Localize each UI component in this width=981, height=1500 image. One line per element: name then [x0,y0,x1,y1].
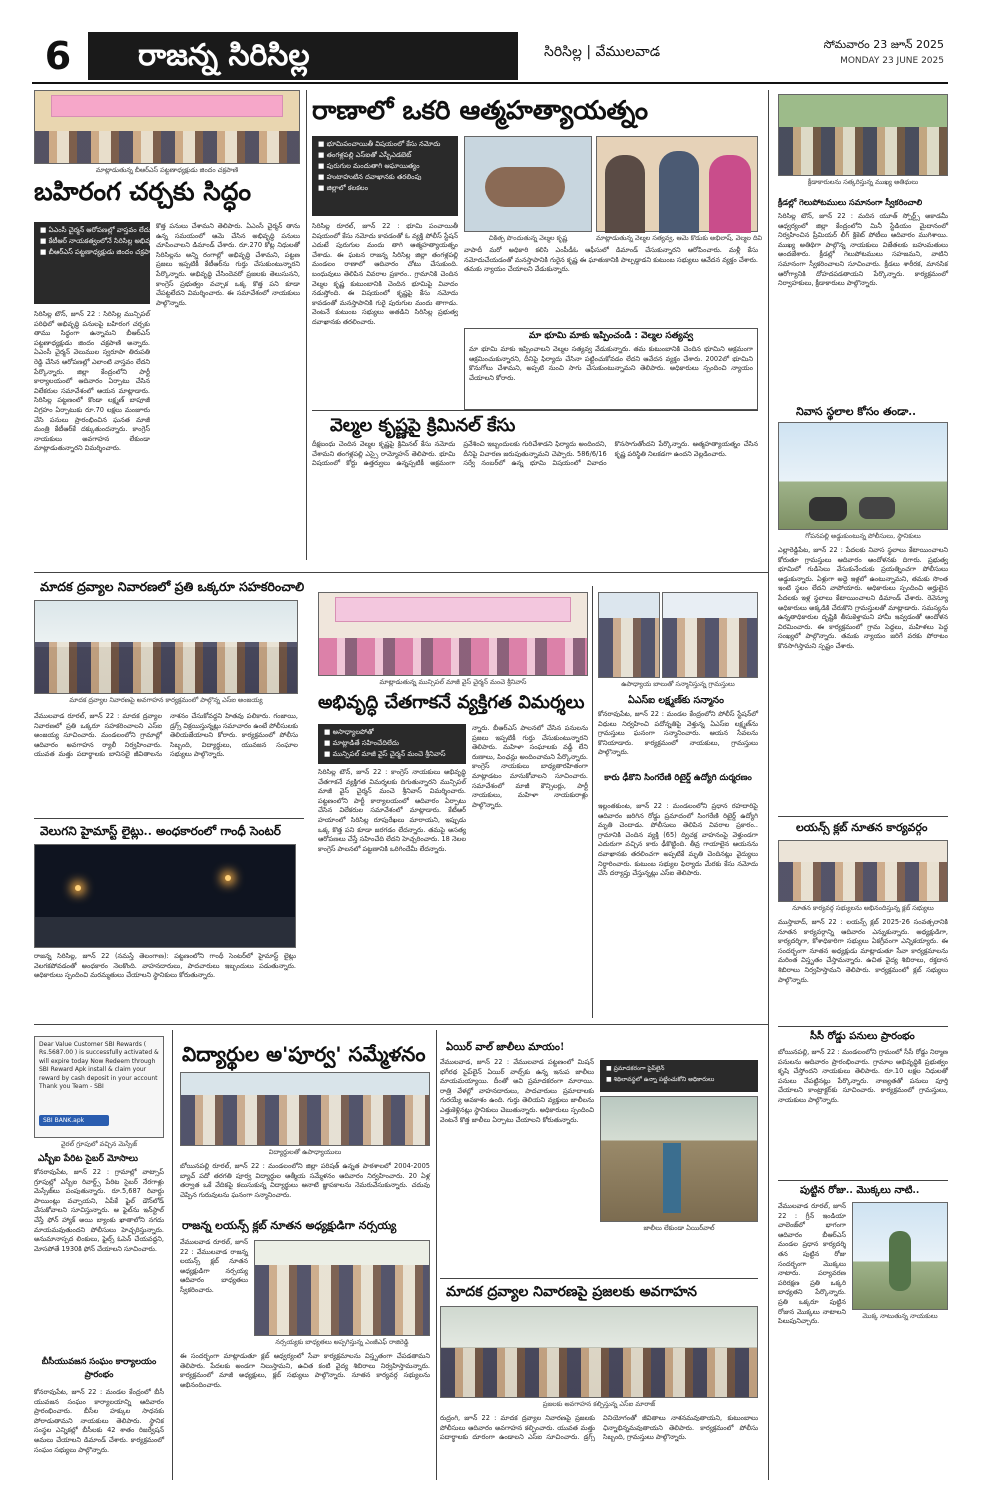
divider [778,1026,948,1027]
retired-headline: కారు ఢీకొని సింగరేణి రిటైర్డ్ ఉద్యోగి దుర్మరణం [604,773,752,783]
lions-pres-body-a: వేములవాడ రూరల్, జూన్ 22 : వేములవాడ రాజన్న లయన్స్ క్లబ్ నూతన అధ్యక్షుడిగా నర్సయ్య ఆదివారం బాధ్యతలు స్వీకరించారు. [180,1238,248,1294]
awareness-headline: మాదక ద్రవ్యాల నివారణపై ప్రజలకు అవగాహన [446,1284,697,1300]
alumni-body: బోయినపల్లి రూరల్, జూన్ 22 : మండలంలోని జిల్లా పరిషత్ ఉన్నత పాఠశాలలో 2004-2005 బ్యాచ్ పదో తరగతి పూర్వ విద్యార్థుల ఆత్మీయ సమ్మేళనం ఆదివారం నిర్వహించారు. 20 ఏళ్ల తర్వాత ఒకే వేదికపై కలుసుకున్న విద్యార్థులు ఆనాటి జ్ఞాపకాలను నెమరువేసుకున్నారు. చదువు చెప్పిన గురువులను ఘనంగా సన్మానించారు. [180,1162,430,1199]
debate-body-a: సిరిసిల్ల టౌన్, జూన్ 22 : సిరిసిల్ల మున్సిపల్ పరిధిలో అభివృద్ధి పనులపై బహిరంగ చర్చకు తాము సిద్ధంగా ఉన్నామని బీఆర్ఎస్ పట్టణాధ్యక్షుడు జిందం చక్రపాణి అన్నారు. ఏఎంసీ చైర్మన్ వెలుముల స్వరూపా తిరుపతి రెడ్డి చేసిన ఆరోపణల్లో ఎలాంటి వాస్తవం లేదని పేర్కొన్నారు. జిల్లా కేంద్రంలోని పార్టీ కార్యాలయంలో ఆదివారం ఏర్పాటు చేసిన విలేకరుల సమావేశంలో ఆయన మాట్లాడారు. సిరిసిల్ల పట్టణంలో కొండా లక్ష్మణ్ బాపూజీ విగ్రహం ఏర్పాటుకు రూ.70 లక్షలు మంజూరు చేసి పనులు ప్రారంభించిన ఘనత మాజీ మంత్రి కేటీఆర్‌కే దక్కుతుందన్నారు. కాంగ్రెస్ నాయకులు అవగాహన లేకుండా మాట్లాడుతున్నారని విమర్శించారు. [34,310,150,453]
air-body: వేములవాడ, జూన్ 22 : వేములవాడ పట్టణంలో మిషన్ భగీరథ పైప్‌లైన్ ఏయిర్ వాల్స్‌కు ఉన్న ఇనుప జాలీలు మాయమయ్యాయి. దీంతో అవి ప్రమాదకరంగా మారాయి. రాత్రి వేళల్లో వాహనదారులు, పాదచారులు ప్రమాదాలకు గురయ్యే అవకాశం ఉంది. గుర్తు తెలియని వ్యక్తులు జాలీలను ఎత్తుకెళ్లినట్లు స్థానికులు చెబుతున్నారు. అధికారులు స్పందించి వెంటనే కొత్త జాలీలు ఏర్పాటు చేయాలని కోరుతున్నారు. [440,1058,594,1124]
bullet: ■ ఏఎంసీ చైర్మన్ ఆరోపణల్లో వాస్తవం లేదు [40,225,144,236]
gifts-photo [778,94,948,176]
land-photo [778,422,948,530]
divider [34,1024,768,1025]
drugs-photo [34,600,298,694]
gandhi-photo-caption: రాజన్న సిరిసిల్ల, జూన్ 22 (నమస్తే తెలంగాణ): పట్టణంలోని గాంధీ సెంటర్‌లో హైమాస్ట్ లైట్లు వెలగకపోవడంతో అంధకారం నెలకొంది. వాహనదారులు, పాదచారులు ఇబ్బందులు పడుతున్నారు. అధికారులు స్పందించి మరమ్మతులు చేయాలని స్థానికులు కోరుతున్నారు. [34,952,296,980]
women-photo-caption: మాట్లాడుతున్న మున్సిపల్ మాజీ వైస్ చైర్మన్ మంచె శ్రీనివాస్ [379,678,527,686]
debate-photo [34,90,300,164]
sc-photo-2 [662,592,758,678]
bullet: ■ జిల్లాలో కలకలం [318,183,452,194]
gifts-body: సిరిసిల్ల టౌన్, జూన్ 22 : మదిన యూత్ స్పోర్ట్స్ అకాడమీ ఆధ్వర్యంలో జిల్లా కేంద్రంలోని మినీ స్టేడియం మైదానంలో నిర్వహించిన ప్రీమియర్ లీగ్ క్రికెట్ పోటీలు ఆదివారం ముగిశాయి. ముఖ్య అతిథిగా పాల్గొన్న నాయకులు విజేతలకు బహుమతులు అందజేశారు. క్రీడల్లో గెలుపోటములు సహజమని, వాటిని సమానంగా స్వీకరించాలని సూచించారు. క్రీడలు శారీరక, మానసిక ఆరోగ్యానికి దోహదపడతాయని పేర్కొన్నారు. కార్యక్రమంలో నిర్వాహకులు, క్రీడాకారులు పాల్గొన్నారు. [778,212,948,288]
air-bullets [600,1060,758,1092]
divider [312,410,758,411]
drugs-photo-caption: మాదక ద్రవ్యాల నివారణపై అవగాహన కార్యక్రమంలో పాల్గొన్న ఎస్ఐ అంజయ్య [69,696,263,704]
divider [306,90,307,560]
debate-body-b: కొత్త పనులు చేశామని తెలిపారు. ఏఎంసీ చైర్మన్ తాను ఉన్న సమయంలో ఆమె చేసిన అభివృద్ధి పనులు చూపించాలని డిమాండ్ చేశారు. రూ.270 కోట్ల నిధులతో సిరిసిల్లను అన్ని రంగాల్లో అభివృద్ధి చేశామని, పట్టణ ప్రజలు ఇప్పటికీ కేటీఆర్‌ను గుర్తు చేసుకుంటున్నారని పేర్కొన్నారు. అభివృద్ధి చేసిందెవరో ప్రజలకు తెలుసునని, కాంగ్రెస్ ప్రభుత్వం వచ్చాక ఒక్క కొత్త పని కూడా చేపట్టలేదని విమర్శించారు. ఈ సమావేశంలో నాయకులు పాల్గొన్నారు. [156,222,300,307]
air-photo [600,1096,758,1222]
lions-photo-caption: నూతన కార్యవర్గ సభ్యులను అభినందిస్తున్న క్లబ్ సభ్యులు [792,904,934,912]
masthead-title: రాజన్న సిరిసిల్ల [138,38,310,73]
cyber-photo [34,1036,164,1138]
suicide-headline: రాణాలో ఒకరి ఆత్మహత్యాయత్నం [312,96,649,126]
suicide-body-a: సిరిసిల్ల రూరల్, జూన్ 22 : భూమి పంచాయితీ విషయంలో కేసు నమోదు కావడంతో ఓ వ్యక్తి పోలీస్ స్టేషన్ ఎదుటే పురుగుల మందు తాగి ఆత్మహత్యాయత్నం చేశాడు. ఈ ఘటన రాజన్న సిరిసిల్ల జిల్లా తంగళ్లపల్లి మండలం రాణాలో ఆదివారం చోటు చేసుకుంది. బంధువులు తెలిపిన వివరాల ప్రకారం.. గ్రామానికి చెందిన వెల్మల కృష్ణ కుటుంబానికి చెందిన భూమిపై వివాదం నడుస్తోంది. ఈ విషయంలో కృష్ణపై కేసు నమోదు కావడంతో మనస్తాపానికి గురై పురుగుల మందు తాగాడు. వెంటనే కుటుంబ సభ్యులు అతడిని సిరిసిల్ల ప్రభుత్వ దవాఖానకు తరలించారు. [312,222,458,326]
women-body-b: న్నారు. బీఆర్ఎస్ పాలనలో చేసిన పనులను ప్రజలు ఇప్పటికీ గుర్తు చేసుకుంటున్నారని తెలిపారు. మహిళా సంఘాలకు వడ్డీ లేని రుణాలు, పింఛన్లు అందించామని పేర్కొన్నారు. కాంగ్రెస్ నాయకులు బాధ్యతారహితంగా మాట్లాడటం మానుకోవాలని సూచించారు. సమావేశంలో మాజీ కౌన్సిలర్లు, పార్టీ నాయకులు, మహిళా నాయకురాళ్లు పాల్గొన్నారు. [472,724,588,809]
bullet: ■ భూమిపంచాయితీ విషయంలో కేసు నమోదు [318,139,452,150]
women-headline: అభివృద్ధి చేతగాకనే వ్యక్తిగత విమర్శలు [318,692,585,713]
lions-photo [778,840,948,902]
bullet: ■ మాట్లాడితే సహించేదిలేదు [324,738,460,749]
divider [768,90,769,1480]
bullet: ■ కేటీఆర్ నాయకత్వంలోనే సిరిసిల్ల అభివృద్ధి [40,236,144,247]
birthday-body: వేములవాడ రూరల్, జూన్ 22 : గ్రీన్ ఇండియా చాలెంజ్‌లో భాగంగా ఆదివారం బీఆర్ఎస్ మండల ప్రధాన కార్యదర్శి తన పుట్టిన రోజు సందర్భంగా మొక్కలు నాటారు. పర్యావరణ పరిరక్షణ ప్రతి ఒక్కరి బాధ్యతని పేర్కొన్నారు. ప్రతి ఒక్కరూ పుట్టిన రోజున మొక్కలు నాటాలని పిలుపునిచ్చారు. [778,1202,846,1326]
lions-pres-photo-caption: నర్సయ్యకు బాధ్యతలు అప్పగిస్తున్న ఎంజీఎఫ్ రాజిరెడ్డి [275,1338,409,1346]
lions-pres-headline: రాజన్న లయన్స్ క్లబ్ నూతన అధ్యక్షుడిగా నర్సయ్య [182,1219,397,1232]
masthead-date-te: సోమవారం 23 జూన్ 2025 [823,38,944,51]
bullet: ■ బీఆర్ఎస్ పట్టణాధ్యక్షుడు జిందం చక్రపాణి [40,247,144,258]
birthday-photo-caption: మొక్క నాటుతున్న నాయకులు [862,1312,938,1320]
cc-headline: సీసీ రోడ్డు పనులు ప్రారంభం [810,1031,915,1042]
bullet: ■ శిథిలావస్థలో ఉన్నా పట్టించుకోని అధికారులు [606,1074,752,1085]
cyber-body: కోనరావుపేట, జూన్ 22 : గ్రామాల్లో వాట్సాప్ గ్రూపుల్లో ఎస్బీఐ రివార్డ్స్ పేరిట సైబర్ నేరగాళ్లు మెస్సేజ్‌లు పంపుతున్నారు. రూ.5,687 రివార్డు పాయింట్లు వచ్చాయని, ఏపీకే ఫైల్ డౌన్‌లోడ్ చేసుకోవాలని సూచిస్తున్నారు. ఆ ఫైల్‌ను ఇన్‌స్టాల్ చేస్తే ఫోన్ హ్యాక్ అయి బ్యాంకు ఖాతాలోని నగదు మాయమవుతుందని పోలీసులు హెచ్చరిస్తున్నారు. అనుమానాస్పద లింకులు, ఫైల్స్ ఓపెన్ చేయవద్దని, మోసపోతే 1930కి ఫోన్ చేయాలని సూచించారు. [34,1168,164,1253]
bullet: ■ మున్సిపల్ మాజీ వైస్ చైర్మన్ మంచె శ్రీనివాస్ [324,749,460,760]
divider [440,1278,758,1279]
debate-bullets [34,222,158,304]
page-number: 6 [44,34,72,78]
debate-photo-caption: మాట్లాడుతున్న బీఆర్ఎస్ పట్టణాధ్యక్షుడు జిందం చక్రపాణి [95,166,239,174]
criminal-headline: వెల్మల కృష్ణపై క్రిమినల్ కేసు [330,415,516,436]
bullet: ■ తంగళ్లపల్లి ఎస్ఐతో ఎస్బీఎడబెట్ [318,150,452,161]
divider [172,1030,173,1480]
alumni-photo-caption: విద్యార్థులతో ఉపాధ్యాయులు [268,1148,342,1156]
land-body: ఎల్లారెడ్డిపేట, జూన్ 22 : పేదలకు నివాస స్థలాలు కేటాయించాలని కోరుతూ గ్రామస్తులు ఆదివారం ఆందోళనకు దిగారు. ప్రభుత్వ భూమిలో గుడిసెలు వేసుకునేందుకు ప్రయత్నించగా పోలీసులు అడ్డుకున్నారు. ఏళ్లుగా అద్దె ఇళ్లలో ఉంటున్నామని, తమకు సొంత ఇంటి స్థలం లేదని వాపోయారు. అధికారులు స్పందించి అర్హులైన పేదలకు ఇళ్ల స్థలాలు కేటాయించాలని డిమాండ్ చేశారు. రెవెన్యూ అధికారులు అక్కడికి చేరుకొని గ్రామస్తులతో మాట్లాడారు. సమస్యను ఉన్నతాధికారుల దృష్టికి తీసుకెళ్తామని హామీ ఇవ్వడంతో ఆందోళన విరమించారు. ఈ కార్యక్రమంలో గ్రామ పెద్దలు, మహిళలు పెద్ద సంఖ్యలో పాల్గొన్నారు. తమకు న్యాయం జరిగే వరకు పోరాటం కొనసాగిస్తామని స్పష్టం చేశారు. [778,546,948,650]
sc-headline: ఏఎస్ఐ లక్ష్మణ్‌కు సన్మానం [628,695,724,706]
suicide-bullets [312,136,458,216]
retired-body: ఇల్లంతకుంట, జూన్ 22 : మండలంలోని ప్రధాన రహదారిపై ఆదివారం జరిగిన రోడ్డు ప్రమాదంలో సింగరేణి రిటైర్డ్ ఉద్యోగి మృతి చెందాడు. పోలీసులు తెలిపిన వివరాల ప్రకారం.. గ్రామానికి చెందిన వ్యక్తి (65) ద్విచక్ర వాహనంపై వెళ్తుండగా ఎదురుగా వచ్చిన కారు ఢీకొట్టింది. తీవ్ర గాయాలైన ఆయనను దవాఖానకు తరలించగా అప్పటికే మృతి చెందినట్లు వైద్యులు నిర్ధారించారు. కుటుంబ సభ్యుల ఫిర్యాదు మేరకు కేసు నమోదు చేసి దర్యాప్తు చేస్తున్నట్లు ఎస్ఐ తెలిపారు. [598,802,758,878]
alumni-photo [180,1072,430,1146]
divider [34,818,304,819]
cyber-photo-caption: వైరల్ గ్రూపులో వచ్చిన మెస్సేజ్ [61,1140,137,1148]
suicide-photo-caption-1: చికిత్స పొందుతున్న వెల్మల కృష్ణ [488,234,568,242]
gandhi-headline: వెలుగని హైమాస్ట్ లైట్లు.. అంధకారంలో గాంధీ సెంటర్ [40,824,281,838]
cyber-sms-file: SBI BANK.apk [39,1115,109,1126]
sc-photo-caption: ఉపాధ్యాయ బాలుతో సన్మానిస్తున్న గ్రామస్తులు [621,680,735,688]
cyber-sms-text: Dear Value Customer SBI Rewards ( Rs.5687.00 ) is successfully activated & will expire today Now Redeem through SBI Reward Apk install & claim your reward by cash deposit in your account Thank you Team - SBI [39,1041,159,1091]
criminal-body: దీక్షబంధు చెందిన వెల్మల కృష్ణపై క్రిమినల్ కేసు నమోదు చేశామని తంగళ్లపల్లి ఎస్సై రామ్మోహన్ తెలిపారు. భూమి విషయంలో కోర్టు ఉత్తర్వులు ఉన్నప్పటికీ అక్రమంగా ప్రవేశించి ఇబ్బందులకు గురిచేశాడని ఫిర్యాదు అందిందని, దీనిపై విచారణ జరుపుతున్నామని చెప్పారు. 586/6/16 సర్వే నంబర్‌లో ఉన్న భూమి విషయంలో వివాదం కొనసాగుతోందని పేర్కొన్నారు. ఆత్మహత్యాయత్నం చేసిన కృష్ణ పరిస్థితి నిలకడగా ఉందని వెల్లడించారు. [312,440,758,468]
lions-body: ముస్తాబాద్, జూన్ 22 : లయన్స్ క్లబ్ 2025-26 సంవత్సరానికి నూతన కార్యవర్గాన్ని ఆదివారం ఎన్నుకున్నారు. అధ్యక్షుడిగా, కార్యదర్శిగా, కోశాధికారిగా సభ్యులు ఏకగ్రీవంగా ఎన్నికయ్యారు. ఈ సందర్భంగా నూతన అధ్యక్షుడు మాట్లాడుతూ సేవా కార్యక్రమాలను మరింత విస్తృతం చేస్తామన్నారు. ఉచిత వైద్య శిబిరాలు, రక్తదాన శిబిరాలు నిర్వహిస్తామని తెలిపారు. కార్యక్రమంలో క్లబ్ సభ్యులు పాల్గొన్నారు. [778,918,948,984]
land-photo-caption: గోపనపల్లి అడ్డుకుంటున్న పోలీసులు, స్థానికులు [805,532,921,540]
debate-headline: బహిరంగ చర్చకు సిద్ధం [34,177,252,206]
awareness-photo [440,1306,758,1398]
bc-body: కోనరావుపేట, జూన్ 22 : మండల కేంద్రంలో బీసీ యువజన సంఘం కార్యాలయాన్ని ఆదివారం ప్రారంభించారు. బీసీల హక్కుల సాధనకు పోరాడుతామని నాయకులు తెలిపారు. స్థానిక సంస్థల ఎన్నికల్లో బీసీలకు 42 శాతం రిజర్వేషన్ అమలు చేయాలని డిమాండ్ చేశారు. కార్యక్రమంలో సంఘం సభ్యులు పాల్గొన్నారు. [34,1388,164,1454]
divider [306,572,768,573]
suicide-sub-body: మా భూమి మాకు ఇప్పించాలని వెల్మల సత్యవ్వ వేడుకున్నారు. తమ కుటుంబానికి చెందిన భూమిని అక్రమంగా ఆక్రమించుకున్నారని, దీనిపై ఫిర్యాదు చేసినా పట్టించుకోవడం లేదని ఆవేదన వ్యక్తం చేశారు. 2002లో భూమిని కొనుగోలు చేశామని, అప్పటి నుంచి సాగు చేసుకుంటున్నామని తెలిపారు. అధికారులు స్పందించి న్యాయం చేయాలని కోరారు. [469,345,753,382]
birthday-headline: పుట్టిన రోజు.. మొక్కలు నాటి.. [800,1185,920,1196]
masthead-title-bar [88,32,518,80]
cc-body: బోయినపల్లి, జూన్ 22 : మండలంలోని గ్రామంలో సీసీ రోడ్డు నిర్మాణ పనులను ఆదివారం ప్రారంభించారు. గ్రామాల అభివృద్ధికి ప్రభుత్వం కృషి చేస్తోందని నాయకులు తెలిపారు. రూ.10 లక్షల నిధులతో పనులు చేపట్టినట్లు పేర్కొన్నారు. నాణ్యతతో పనులు పూర్తి చేయాలని కాంట్రాక్టర్‌కు సూచించారు. కార్యక్రమంలో గ్రామస్తులు, నాయకులు పాల్గొన్నారు. [778,1048,948,1104]
awareness-body: రుద్రంగి, జూన్ 22 : మాదక ద్రవ్యాల నివారణపై ప్రజలకు పోలీసులు ఆదివారం అవగాహన కల్పించారు. యువత మత్తు పదార్థాలకు దూరంగా ఉండాలని ఎస్ఐ సూచించారు. డ్రగ్స్ వినియోగంతో జీవితాలు నాశనమవుతాయని, కుటుంబాలు ఛిన్నాభిన్నమవుతాయని తెలిపారు. కార్యక్రమంలో పోలీసు సిబ్బంది, గ్రామస్తులు పాల్గొన్నారు. [440,1414,758,1442]
suicide-photo-2 [596,136,758,232]
suicide-subbox [464,328,758,410]
cyber-headline: ఎస్బీఐ పేరిట సైబర్ మోసాలు [38,1154,138,1164]
birthday-photo [852,1202,948,1310]
bullet: ■ ప్రమాదకరంగా పైప్‌లైన్ [606,1063,752,1074]
awareness-photo-caption: ప్రజలకు అవగాహన కల్పిస్తున్న ఎస్ఐ మారాజ్ [542,1400,656,1408]
air-headline: ఏయిర్ వాల్ జాలీలు మాయం! [446,1042,565,1053]
bc-headline: బీసీయువజన సంఘం కార్యాలయం ప్రారంభం [41,1357,157,1380]
suicide-photo-caption-2: మాట్లాడుతున్న వెల్మల సత్యవ్వ, ఆమె కొడుకు అభిలాష్, వెల్మల దివి [596,234,763,242]
land-headline: నివాస స్థలాల కోసం తండా.. [796,405,916,418]
divider [592,586,593,1018]
sc-photo-1 [598,592,660,678]
bullet: ■ హుటాహుటిన దవాఖానకు తరలింపు [318,172,452,183]
sc-body: కోనరావుపేట, జూన్ 22 : మండల కేంద్రంలోని పోలీస్ స్టేషన్‌లో విధులు నిర్వహించి పదోన్నతిపై వెళ్తున్న ఏఎస్ఐ లక్ష్మణ్‌ను గ్రామస్తులు ఘనంగా సన్మానించారు. ఆయన సేవలను కొనియాడారు. కార్యక్రమంలో నాయకులు, గ్రామస్తులు పాల్గొన్నారు. [598,710,758,757]
suicide-photo-1 [464,136,592,232]
women-bullets [318,724,466,764]
suicide-sub-headline: మా భూమి మాకు ఇప్పించండి : వెల్మల సత్యవ్వ [528,331,694,341]
masthead-section: సిరిసిల్ల | వేములవాడ [544,44,661,60]
lions-pres-photo [254,1240,430,1336]
women-photo [318,592,588,676]
lions-headline: లయన్స్ క్లబ్ నూతన కార్యవర్గం [796,821,928,834]
gandhi-photo [34,844,296,948]
lions-pres-body-b: ఈ సందర్భంగా మాట్లాడుతూ క్లబ్ ఆధ్వర్యంలో సేవా కార్యక్రమాలను విస్తృతంగా చేపడతామని తెలిపారు. పేదలకు అండగా నిలుస్తామని, ఉచిత కంటి వైద్య శిబిరాలు నిర్వహిస్తామన్నారు. కార్యక్రమంలో మాజీ అధ్యక్షులు, క్లబ్ సభ్యులు పాల్గొన్నారు. నూతన కార్యవర్గ సభ్యులను అభినందించారు. [180,1352,430,1389]
masthead-date-en: MONDAY 23 JUNE 2025 [840,56,944,66]
drugs-body: వేములవాడ రూరల్, జూన్ 22 : మాదక ద్రవ్యాల నివారణలో ప్రతి ఒక్కరూ సహకరించాలని ఎస్ఐ అంజయ్య సూచించారు. మండలంలోని గ్రామాల్లో ఆదివారం అవగాహన ర్యాలీ నిర్వహించారు. యువత మత్తు పదార్థాలకు బానిసలై జీవితాలను నాశనం చేసుకోవద్దని హితవు పలికారు. గంజాయి, డ్రగ్స్ విక్రయిస్తున్నట్లు సమాచారం ఉంటే పోలీసులకు తెలియజేయాలని కోరారు. కార్యక్రమంలో పోలీసు సిబ్బంది, విద్యార్థులు, యువజన సంఘాల సభ్యులు పాల్గొన్నారు. [34,712,298,759]
suicide-body-b: వాపాదీ మరో అధికారి కలిసి ఎంపీడీఓ ఆఫీసులో డిమాండ్ చేసుకున్నారని ఆరోపించారు. మళ్లీ కేసు నమోదుచేయడంతో మనస్తాపానికి గురైన కృష్ణ ఈ ఘాతుకానికి పాల్పడ్డాడని కుటుంబ సభ్యులు ఆవేదన వ్యక్తం చేశారు. తమకు న్యాయం చేయాలని వేడుకున్నారు. [464,246,758,274]
divider [436,1030,437,1480]
air-photo-caption: జాలీలు లేకుండా ఏయిర్‌వాల్ [643,1224,715,1232]
drugs-headline: మాదక ద్రవ్యాల నివారణలో ప్రతి ఒక్కరూ సహకరించాలి [40,579,305,594]
divider [778,816,948,817]
masthead [32,30,948,84]
divider [778,1180,948,1181]
women-body-a: సిరిసిల్ల టౌన్, జూన్ 22 : కాంగ్రెస్ నాయకులు అభివృద్ధి చేతగాకనే వ్యక్తిగత విమర్శలకు దిగుతున్నారని మున్సిపల్ మాజీ వైస్ చైర్మన్ మంచె శ్రీనివాస్ విమర్శించారు. పట్టణంలోని పార్టీ కార్యాలయంలో ఆదివారం ఏర్పాటు చేసిన విలేకరుల సమావేశంలో మాట్లాడారు. కేటీఆర్ హయాంలో సిరిసిల్ల రూపురేఖలు మారాయని, ఇప్పుడు ఒక్క కొత్త పని కూడా జరగడం లేదన్నారు. తమపై అసత్య ఆరోపణలు చేస్తే సహించేది లేదని హెచ్చరించారు. 18 నెలల కాంగ్రెస్ పాలనలో పట్టణానికి ఒరిగిందేమీ లేదన్నారు. [318,768,466,853]
gifts-photo-caption: క్రీడాకారులను సత్కరిస్తున్న ముఖ్య అతిథులు [807,178,919,186]
bullet: ■ పురుగుల మందుతాగి ఆఘాయిత్యం [318,161,452,172]
divider [34,572,306,573]
alumni-headline: విద్యార్థుల అ'పూర్వ' సమ్మేళనం [182,1042,426,1066]
gifts-headline: క్రీడల్లో గెలుపోటములు సమానంగా స్వీకరించాలి [778,197,923,207]
bullet: ■ అసాధ్యాలపోతో [324,727,460,738]
